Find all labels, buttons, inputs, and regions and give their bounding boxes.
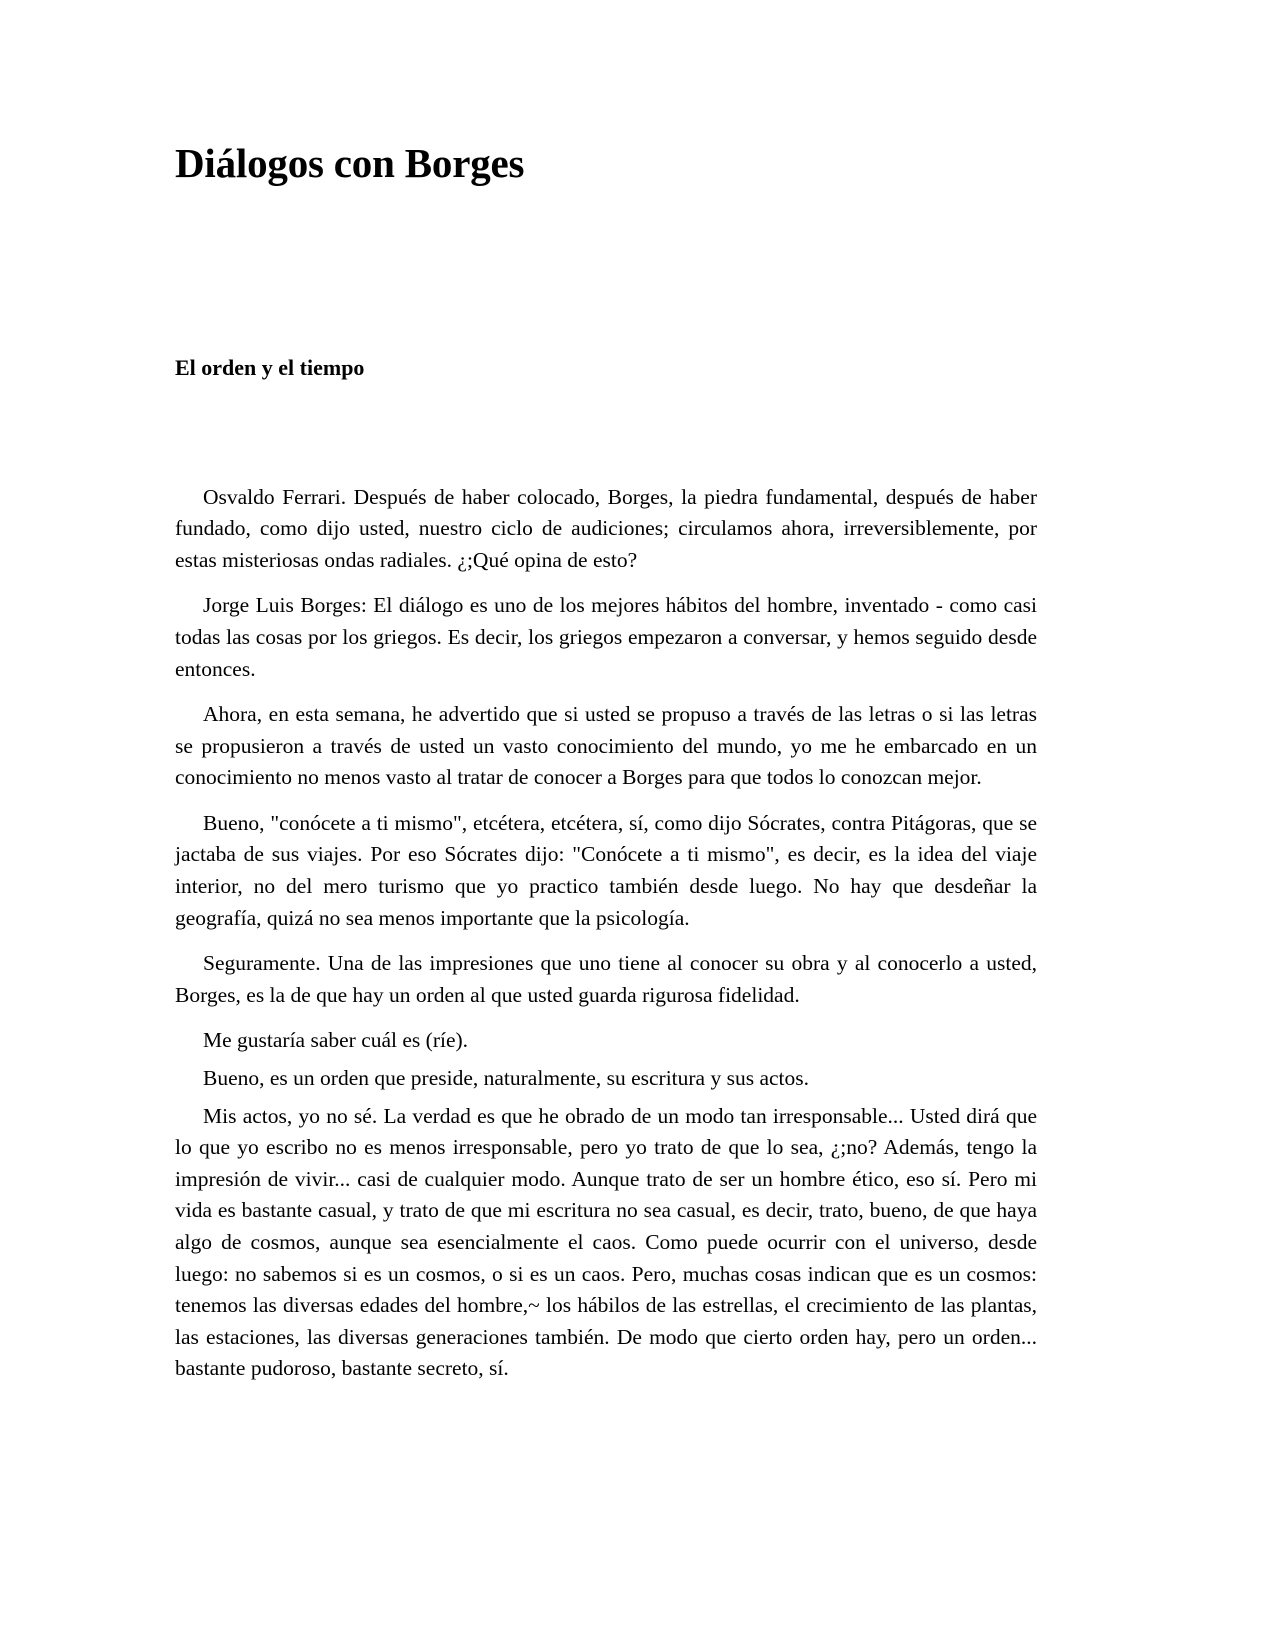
page-content <box>175 140 1037 1385</box>
paragraph-me-gustaria: Me gustaría saber cuál es (ríe). <box>203 1028 469 1053</box>
heading-spacer <box>175 382 1037 482</box>
paragraph-bueno-orden: Bueno, es un orden que preside, naturalmente, su escritura y sus actos. <box>203 1066 810 1091</box>
paragraph-ferrari-intro: Osvaldo Ferrari. Después de haber colocado, Borges, la piedra fundamental, después de haber fundado, como dijo usted, nuestro ciclo de audiciones; circulamos ahora, irreversiblemente, por estas misteriosas ondas radiales. ¿;Qué opina de esto? <box>175 484 1037 572</box>
paragraph-conocete: Bueno, "conócete a ti mismo", etcétera, etcétera, sí, como dijo Sócrates, contra Pitágoras, que se jactaba de sus viajes. Por eso Sócrates dijo: "Conócete a ti mismo", es decir, es la idea del viaje interior, no del mero turismo que yo practico también desde luego. No hay que desdeñar la geografía, quizá no sea menos importante que la psicología. <box>175 810 1037 930</box>
paragraph-mis-actos: Mis actos, yo no sé. La verdad es que he obrado de un modo tan irresponsable... Usted dirá que lo que yo escribo no es menos irresponsable, pero yo trato de que lo sea, ¿;no? Además, tengo la impresión de vivir... casi de cualquier modo. Aunque trato de ser un hombre ético, eso sí. Pero mi vida es bastante casual, y trato de que mi escritura no sea casual, es decir, trato, bueno, de que haya algo de cosmos, aunque sea esencialmente el caos. Como puede ocurrir con el universo, desde luego: no sabemos si es un cosmos, o si es un caos. Pero, muchas cosas indican que es un cosmos: tenemos las diversas edades del hombre,~ los hábilos de las estrellas, el crecimiento de las plantas, las estaciones, las diversas generaciones también. De modo que cierto orden hay, pero un orden... bastante pudoroso, bastante secreto, sí. <box>175 1103 1037 1381</box>
section-heading: El orden y el tiempo <box>175 355 365 381</box>
paragraph-borges-dialogo: Jorge Luis Borges: El diálogo es uno de los mejores hábitos del hombre, inventado - como casi todas las cosas por los griegos. Es decir, los griegos empezaron a conversar, y hemos seguido desde entonces. <box>175 593 1037 681</box>
paragraph-seguramente: Seguramente. Una de las impresiones que uno tiene al conocer su obra y al conocerlo a usted, Borges, es la de que hay un orden al que usted guarda rigurosa fidelidad. <box>175 951 1037 1007</box>
body-text-container <box>175 482 1037 1385</box>
page-title: Diálogos con Borges <box>175 140 525 186</box>
title-spacer <box>175 187 1037 355</box>
paragraph-ahora-semana: Ahora, en esta semana, he advertido que si usted se propuso a través de las letras o si las letras se propusieron a través de usted un vasto conocimiento del mundo, yo me he embarcado en un conocimiento no menos vasto al tratar de conocer a Borges para que todos lo conozcan mejor. <box>175 702 1037 790</box>
